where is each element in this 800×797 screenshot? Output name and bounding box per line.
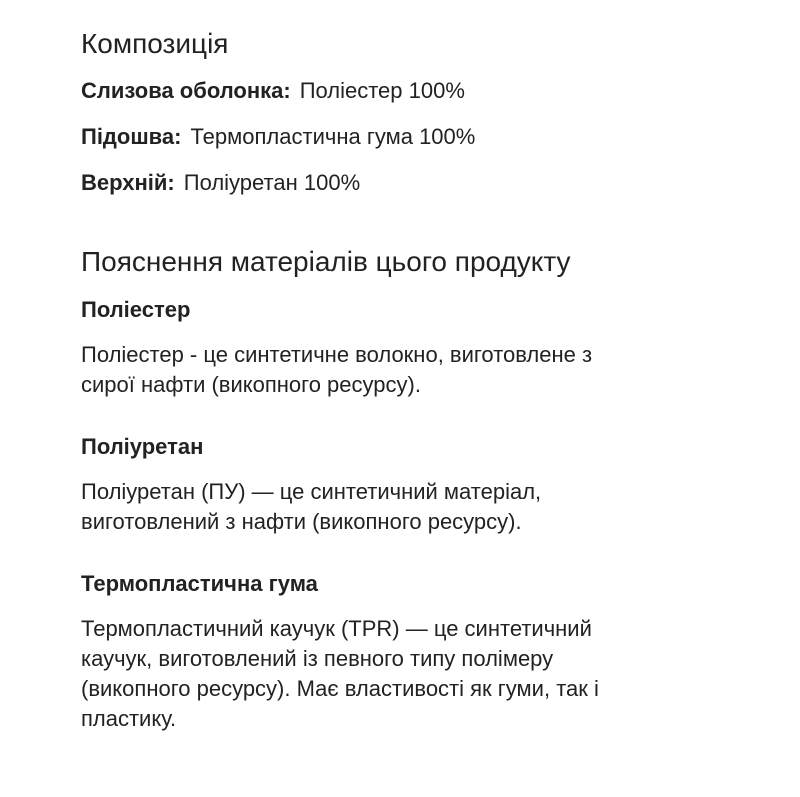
product-composition-panel <box>81 26 721 734</box>
composition-row-sole <box>81 122 721 152</box>
description-line: (викопного ресурсу). Має властивості як гуми, так і <box>81 676 599 701</box>
composition-heading: Композиція <box>81 28 229 59</box>
material-name: Термопластична гума <box>81 571 318 596</box>
description-line: Термопластичний каучук (TPR) — це синтетичний <box>81 616 592 641</box>
material-item-tpr <box>81 570 721 734</box>
composition-value: Термопластична гума 100% <box>190 124 476 149</box>
composition-list <box>81 76 721 198</box>
description-line: каучук, виготовлений із певного типу полімеру <box>81 646 554 671</box>
composition-row-lining <box>81 76 721 106</box>
material-name: Поліуретан <box>81 434 204 459</box>
material-description <box>81 614 721 734</box>
composition-value: Поліестер 100% <box>299 78 465 103</box>
description-line: виготовлений з нафти (викопного ресурсу). <box>81 509 522 534</box>
composition-value: Поліуретан 100% <box>183 170 361 195</box>
material-description <box>81 340 721 400</box>
materials-heading: Пояснення матеріалів цього продукту <box>81 246 571 277</box>
composition-row-upper <box>81 168 721 198</box>
description-line: Поліестер - це синтетичне волокно, виготовлене з <box>81 342 593 367</box>
composition-key: Підошва: <box>81 124 182 149</box>
description-line: Поліуретан (ПУ) — це синтетичний матеріал, <box>81 479 542 504</box>
description-line: пластику. <box>81 706 177 731</box>
composition-key: Слизова оболонка: <box>81 78 291 103</box>
material-description <box>81 477 721 537</box>
material-item-polyester <box>81 296 721 400</box>
material-name: Поліестер <box>81 297 191 322</box>
composition-key: Верхній: <box>81 170 175 195</box>
description-line: сирої нафти (викопного ресурсу). <box>81 372 421 397</box>
material-item-polyurethane <box>81 433 721 537</box>
